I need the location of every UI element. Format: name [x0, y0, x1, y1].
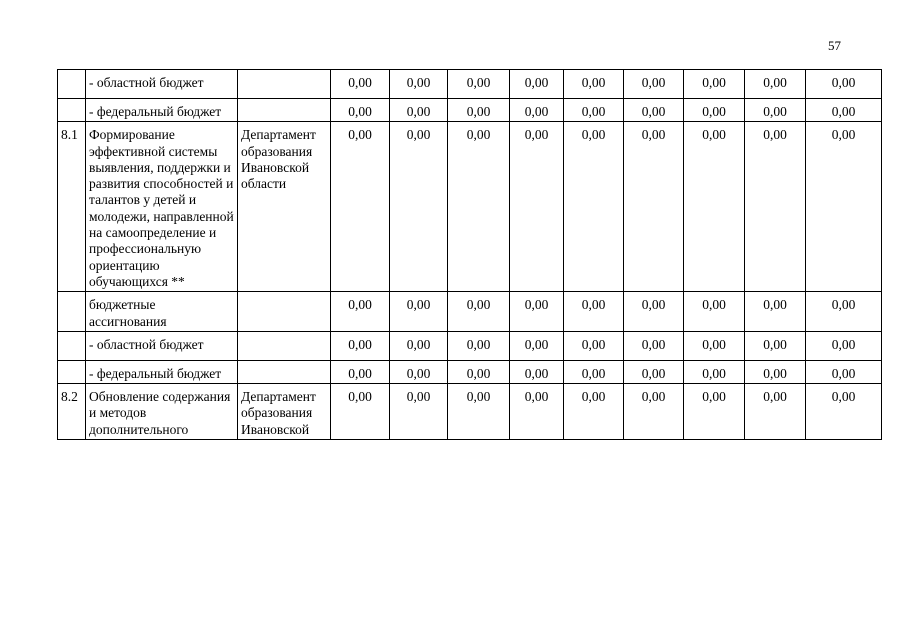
value-cell: 0,00 [510, 331, 564, 360]
value-cell: 0,00 [448, 331, 510, 360]
row-executor [238, 99, 331, 122]
table-row [58, 384, 882, 440]
value-cell: 0,00 [684, 384, 745, 440]
value-cell: 0,00 [331, 70, 390, 99]
table-row [58, 70, 882, 99]
value-cell: 0,00 [448, 360, 510, 383]
value-cell: 0,00 [624, 292, 684, 332]
value-cell: 0,00 [806, 331, 882, 360]
value-cell: 0,00 [684, 122, 745, 292]
value-cell: 0,00 [745, 122, 806, 292]
value-cell: 0,00 [684, 99, 745, 122]
row-name: - федеральный бюджет [86, 99, 238, 122]
value-cell: 0,00 [390, 292, 448, 332]
value-cell: 0,00 [745, 70, 806, 99]
row-code [58, 292, 86, 332]
value-cell: 0,00 [806, 384, 882, 440]
value-cell: 0,00 [806, 99, 882, 122]
row-executor [238, 70, 331, 99]
value-cell: 0,00 [331, 384, 390, 440]
value-cell: 0,00 [331, 331, 390, 360]
value-cell: 0,00 [564, 70, 624, 99]
table-row [58, 99, 882, 122]
row-code [58, 331, 86, 360]
row-executor: Департамент образования Ивановской [238, 384, 331, 440]
value-cell: 0,00 [390, 99, 448, 122]
table-row [58, 331, 882, 360]
table-row [58, 292, 882, 332]
value-cell: 0,00 [745, 331, 806, 360]
value-cell: 0,00 [390, 70, 448, 99]
row-code: 8.1 [58, 122, 86, 292]
row-executor [238, 292, 331, 332]
value-cell: 0,00 [564, 122, 624, 292]
value-cell: 0,00 [331, 292, 390, 332]
value-cell: 0,00 [564, 384, 624, 440]
value-cell: 0,00 [448, 292, 510, 332]
row-executor [238, 331, 331, 360]
value-cell: 0,00 [448, 99, 510, 122]
row-name: бюджетные ассигнования [86, 292, 238, 332]
value-cell: 0,00 [510, 292, 564, 332]
row-code [58, 99, 86, 122]
value-cell: 0,00 [564, 292, 624, 332]
value-cell: 0,00 [806, 292, 882, 332]
value-cell: 0,00 [510, 122, 564, 292]
value-cell: 0,00 [390, 360, 448, 383]
value-cell: 0,00 [745, 292, 806, 332]
value-cell: 0,00 [684, 292, 745, 332]
value-cell: 0,00 [745, 384, 806, 440]
row-name: - федеральный бюджет [86, 360, 238, 383]
row-executor: Департамент образования Ивановской области [238, 122, 331, 292]
value-cell: 0,00 [624, 122, 684, 292]
row-code [58, 360, 86, 383]
value-cell: 0,00 [510, 384, 564, 440]
value-cell: 0,00 [745, 99, 806, 122]
page-number: 57 [828, 38, 841, 53]
value-cell: 0,00 [745, 360, 806, 383]
row-name: - областной бюджет [86, 70, 238, 99]
table-row [58, 360, 882, 383]
value-cell: 0,00 [448, 384, 510, 440]
row-name: - областной бюджет [86, 331, 238, 360]
value-cell: 0,00 [564, 331, 624, 360]
value-cell: 0,00 [806, 70, 882, 99]
value-cell: 0,00 [624, 360, 684, 383]
value-cell: 0,00 [510, 99, 564, 122]
value-cell: 0,00 [806, 122, 882, 292]
value-cell: 0,00 [331, 122, 390, 292]
value-cell: 0,00 [331, 99, 390, 122]
budget-table [57, 69, 882, 440]
value-cell: 0,00 [806, 360, 882, 383]
value-cell: 0,00 [331, 360, 390, 383]
value-cell: 0,00 [564, 360, 624, 383]
value-cell: 0,00 [448, 122, 510, 292]
value-cell: 0,00 [624, 384, 684, 440]
row-executor [238, 360, 331, 383]
value-cell: 0,00 [624, 331, 684, 360]
value-cell: 0,00 [684, 360, 745, 383]
value-cell: 0,00 [624, 99, 684, 122]
value-cell: 0,00 [684, 331, 745, 360]
value-cell: 0,00 [390, 122, 448, 292]
value-cell: 0,00 [510, 70, 564, 99]
table-row [58, 122, 882, 292]
value-cell: 0,00 [684, 70, 745, 99]
row-code [58, 70, 86, 99]
value-cell: 0,00 [564, 99, 624, 122]
value-cell: 0,00 [390, 384, 448, 440]
row-name: Обновление содержания и методов дополнительного [86, 384, 238, 440]
value-cell: 0,00 [510, 360, 564, 383]
value-cell: 0,00 [390, 331, 448, 360]
value-cell: 0,00 [624, 70, 684, 99]
value-cell: 0,00 [448, 70, 510, 99]
row-code: 8.2 [58, 384, 86, 440]
row-name: Формирование эффективной системы выявления, поддержки и развития способностей и талантов у детей и молодежи, направленной на самоопределение и профессиональную ориентацию обучающихся ** [86, 122, 238, 292]
